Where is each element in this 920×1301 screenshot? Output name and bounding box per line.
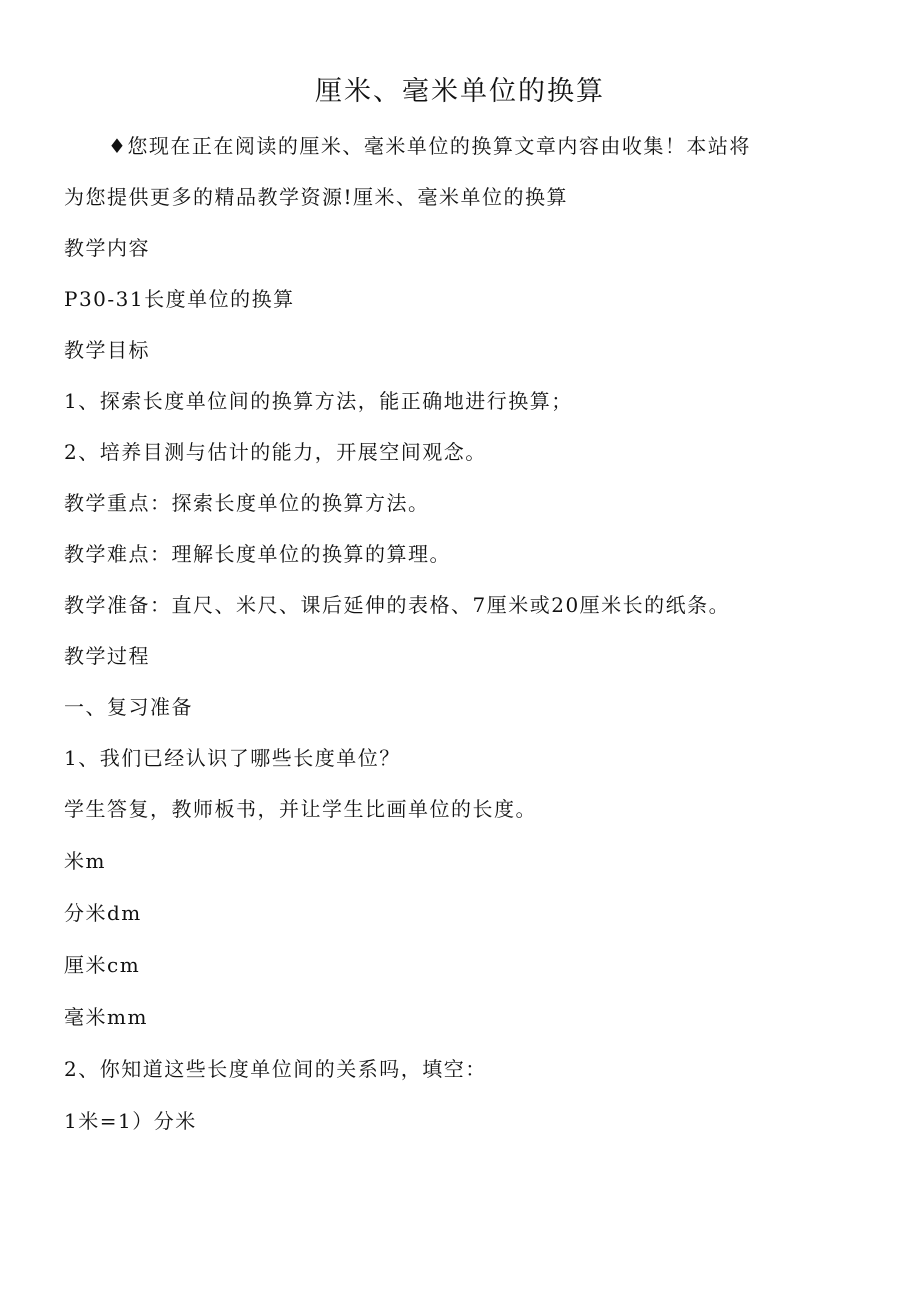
content-pages: P30-31长度单位的换算: [64, 287, 295, 311]
objective-2: 2、培养目测与估计的能力，开展空间观念。: [64, 440, 487, 464]
objective-1: 1、探索长度单位间的换算方法，能正确地进行换算；: [64, 389, 573, 413]
document-title: 厘米、毫米单位的换算: [315, 76, 605, 107]
intro-line-2: 为您提供更多的精品教学资源!厘米、毫米单位的换算: [64, 185, 569, 209]
student-response: 学生答复，教师板书，并让学生比画单位的长度。: [64, 797, 537, 821]
section-heading-process: 教学过程: [64, 644, 150, 668]
intro-line-1: ♦您现在正在阅读的厘米、毫米单位的换算文章内容由收集！本站将: [108, 134, 751, 158]
review-heading: 一、复习准备: [64, 695, 193, 719]
unit-centimeter: 厘米cm: [64, 953, 141, 977]
unit-meter: 米m: [64, 849, 106, 873]
review-question-1: 1、我们已经认识了哪些长度单位？: [64, 746, 401, 770]
fill-in-blank: 1米=1）分米: [64, 1109, 197, 1133]
section-heading-content: 教学内容: [64, 236, 150, 260]
key-point: 教学重点：探索长度单位的换算方法。: [64, 491, 430, 515]
difficulty: 教学难点：理解长度单位的换算的算理。: [64, 542, 451, 566]
preparation: 教学准备：直尺、米尺、课后延伸的表格、7厘米或20厘米长的纸条。: [64, 593, 731, 617]
unit-millimeter: 毫米mm: [64, 1005, 148, 1029]
unit-decimeter: 分米dm: [64, 901, 142, 925]
section-heading-objectives: 教学目标: [64, 338, 150, 362]
review-question-2: 2、你知道这些长度单位间的关系吗，填空：: [64, 1057, 487, 1081]
